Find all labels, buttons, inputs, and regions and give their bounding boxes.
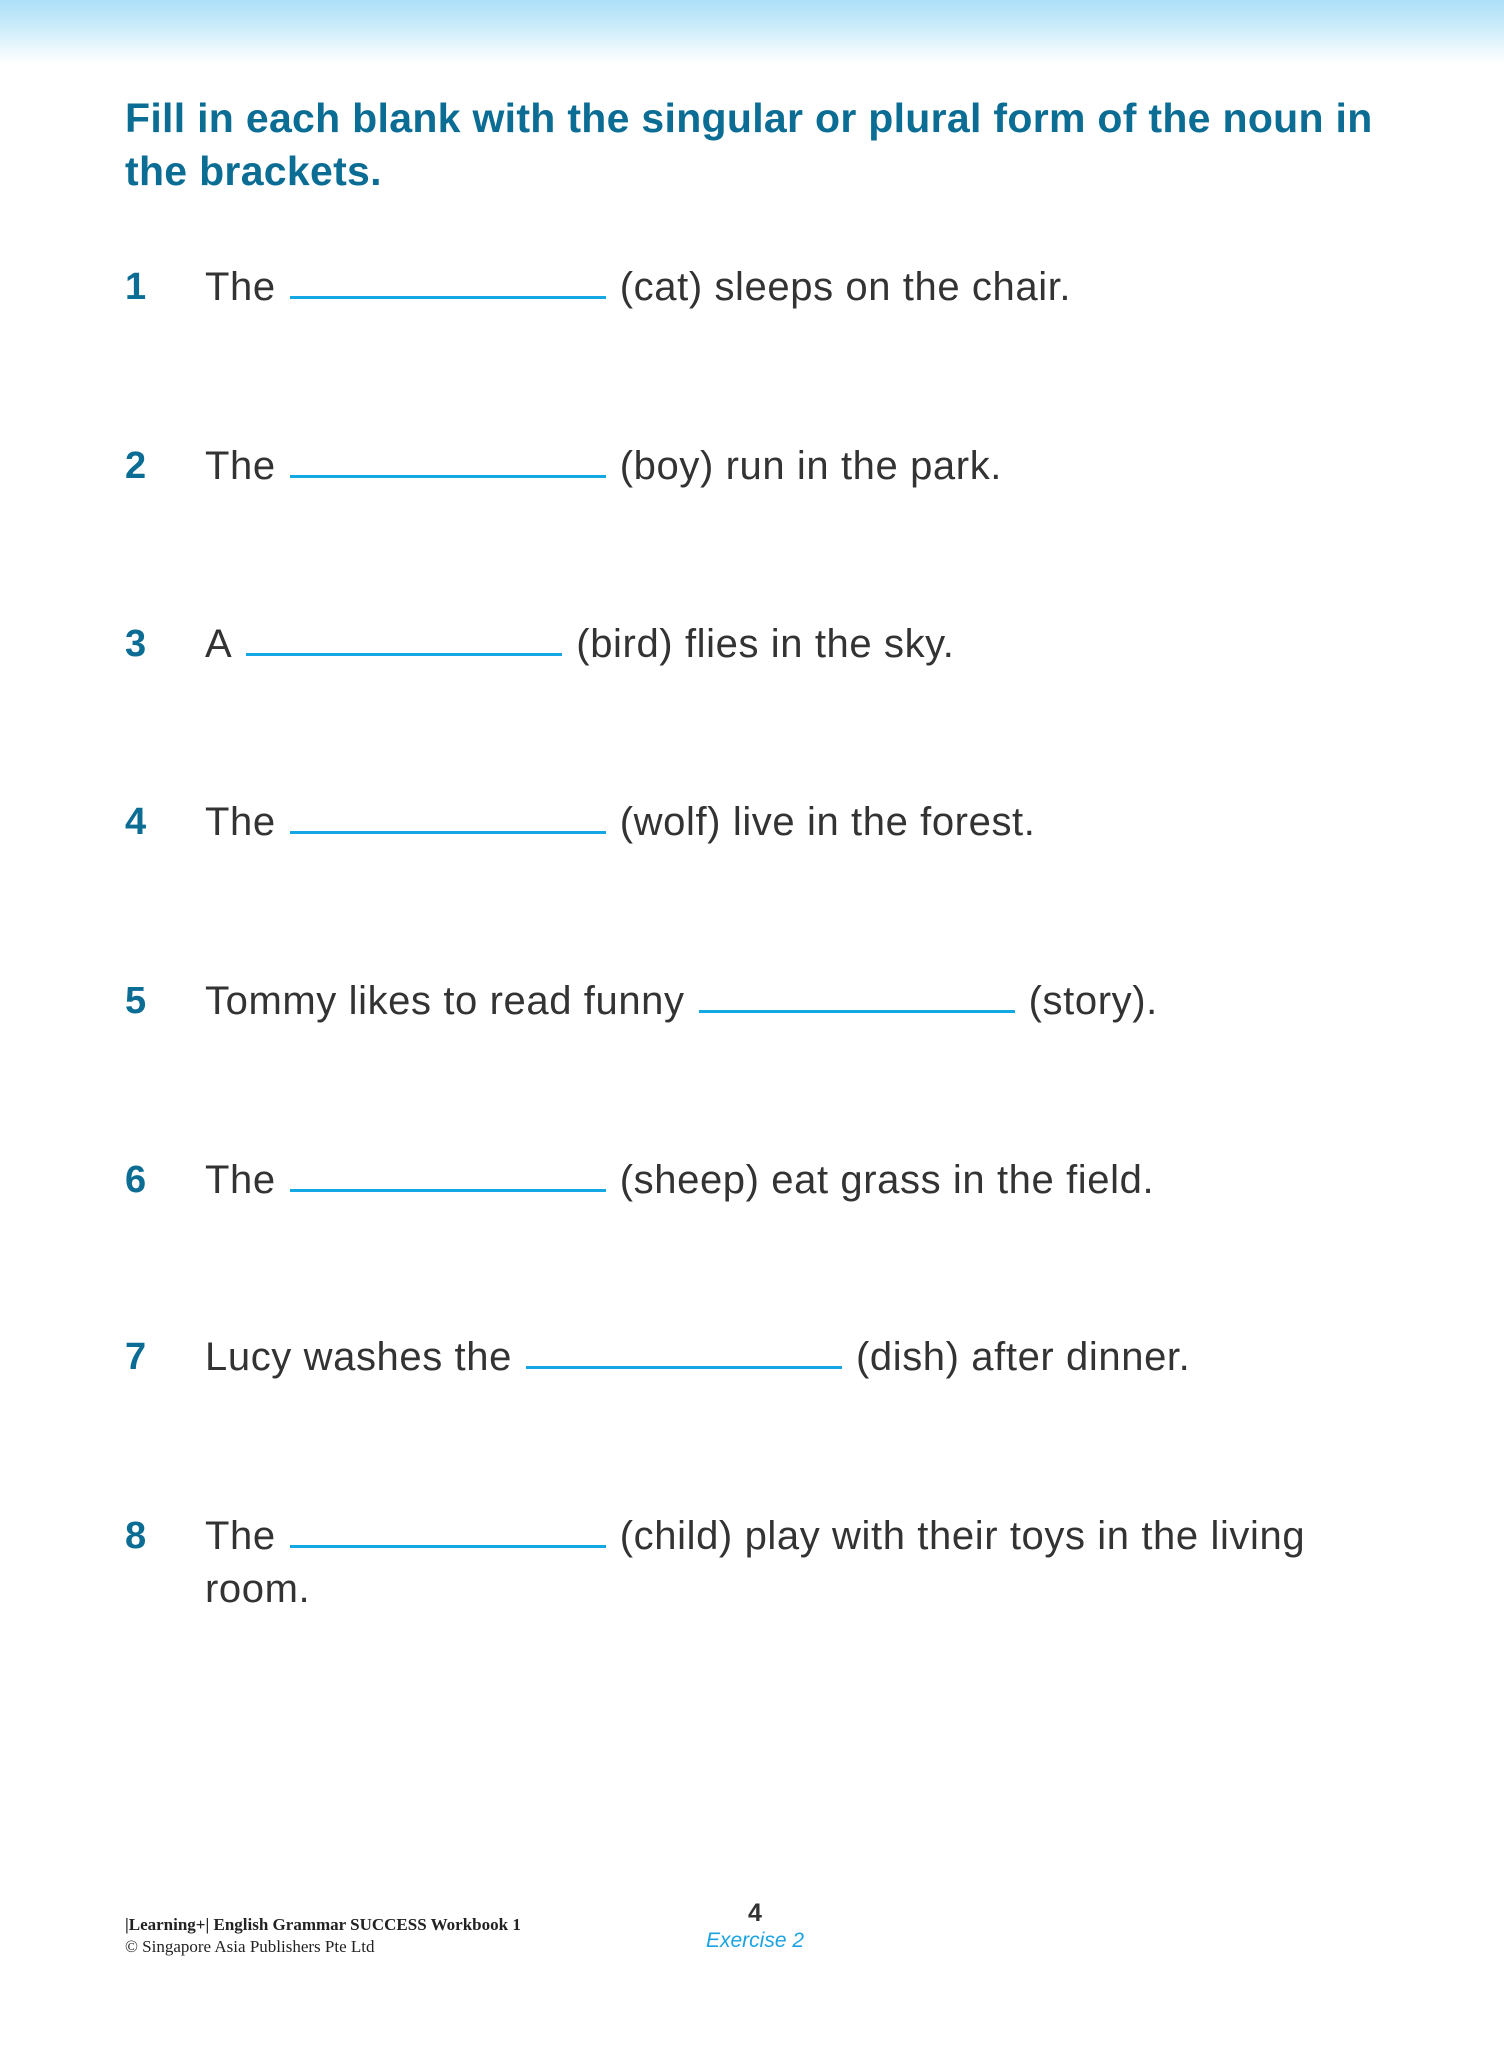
sentence-before-blank: Lucy washes the <box>205 1335 512 1379</box>
answer-blank-5[interactable] <box>699 1010 1015 1013</box>
sentence-before-blank: Tommy likes to read funny <box>205 979 685 1023</box>
question-sentence <box>205 1332 1190 1382</box>
noun-hint: (wolf) <box>619 800 722 844</box>
question-sentence <box>205 262 1071 312</box>
answer-blank-8[interactable] <box>290 1545 606 1548</box>
question-number: 2 <box>125 445 147 487</box>
sentence-after-blank: live in the forest. <box>732 800 1036 844</box>
question-sentence <box>205 1155 1154 1205</box>
question-number: 7 <box>125 1336 147 1378</box>
noun-hint: (dish) <box>855 1335 960 1379</box>
footer-page-info <box>680 1898 830 1954</box>
noun-hint: (boy) <box>619 444 714 488</box>
question-item-1 <box>125 262 1395 312</box>
sentence-before-blank: The <box>205 1158 276 1202</box>
question-sentence <box>205 441 1002 491</box>
question-item-8 <box>125 1511 1395 1616</box>
sentence-after-blank: after dinner. <box>971 1335 1191 1379</box>
answer-blank-4[interactable] <box>290 831 606 834</box>
page-number: 4 <box>748 1899 762 1927</box>
exercise-label: Exercise 2 <box>705 1929 805 1952</box>
question-item-3 <box>125 619 1395 669</box>
question-number: 6 <box>125 1159 147 1201</box>
question-item-5 <box>125 976 1395 1026</box>
top-gradient-band <box>0 0 1504 64</box>
sentence-before-blank: A <box>205 622 233 666</box>
question-sentence <box>205 619 955 669</box>
question-item-6 <box>125 1155 1395 1205</box>
question-number: 8 <box>125 1515 147 1557</box>
sentence-before-blank: The <box>205 800 276 844</box>
question-item-4 <box>125 797 1395 847</box>
noun-hint: (child) <box>619 1514 733 1558</box>
sentence-after-blank: eat grass in the field. <box>771 1158 1155 1202</box>
noun-hint: (cat) <box>619 265 703 309</box>
noun-hint: (story). <box>1028 979 1158 1023</box>
noun-hint: (bird) <box>576 622 674 666</box>
question-sentence-continuation: room. <box>205 1567 311 1611</box>
noun-hint: (sheep) <box>619 1158 760 1202</box>
copyright-notice: © Singapore Asia Publishers Pte Ltd <box>125 1937 375 1956</box>
answer-blank-2[interactable] <box>290 475 606 478</box>
question-number: 4 <box>125 801 147 843</box>
answer-blank-3[interactable] <box>246 653 562 656</box>
question-number: 5 <box>125 980 147 1022</box>
question-sentence <box>205 1511 1305 1561</box>
question-sentence <box>205 976 1158 1026</box>
footer-publisher-info <box>125 1914 521 1958</box>
question-item-2 <box>125 441 1395 491</box>
answer-blank-6[interactable] <box>290 1189 606 1192</box>
sentence-after-blank: run in the park. <box>725 444 1003 488</box>
sentence-before-blank: The <box>205 1514 276 1558</box>
answer-blank-7[interactable] <box>526 1366 842 1369</box>
sentence-after-blank: play with their toys in the living <box>744 1514 1306 1558</box>
question-item-7 <box>125 1332 1395 1382</box>
book-title: |Learning+| English Grammar SUCCESS Workbook 1 <box>125 1915 521 1934</box>
sentence-after-blank: flies in the sky. <box>684 622 955 666</box>
instruction-heading: Fill in each blank with the singular or plural form of the noun in the brackets. <box>125 95 1373 194</box>
question-sentence <box>205 797 1035 847</box>
sentence-before-blank: The <box>205 265 276 309</box>
answer-blank-1[interactable] <box>290 296 606 299</box>
sentence-after-blank: sleeps on the chair. <box>714 265 1072 309</box>
question-number: 3 <box>125 623 147 665</box>
question-number: 1 <box>125 266 147 308</box>
sentence-before-blank: The <box>205 444 276 488</box>
